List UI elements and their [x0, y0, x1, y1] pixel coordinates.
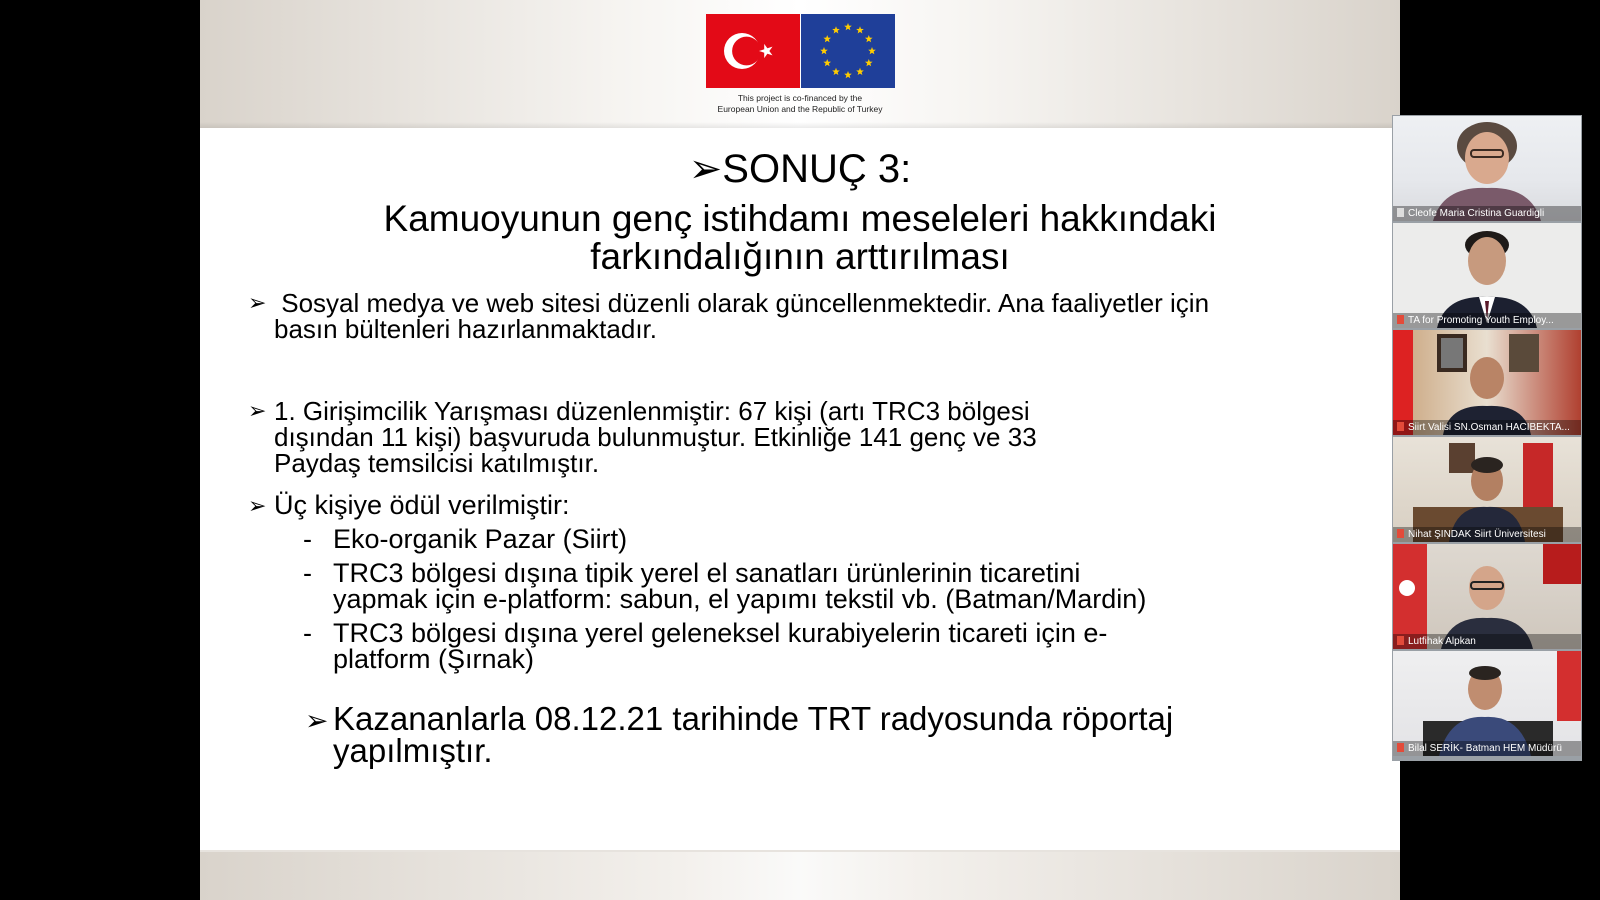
muted-mic-icon [1397, 315, 1404, 324]
eu-star-icon [865, 59, 873, 66]
award-2-line-1: TRC3 bölgesi dışına tipik yerel el sanatları ürünlerinin ticaretini [333, 558, 1081, 588]
award-1-text: Eko-organik Pazar (Siirt) [333, 524, 628, 554]
participant-name: Cleofe Maria Cristina Guardigli [1408, 208, 1545, 219]
award-2-line-2: yapmak için e-platform: sabun, el yapımı tekstil vb. (Batman/Mardin) [333, 584, 1147, 614]
muted-mic-icon [1397, 529, 1404, 538]
participant-name-label [1393, 741, 1581, 756]
eu-star-icon [823, 35, 831, 42]
bullet-4-line-2: yapılmıştır. [333, 732, 493, 769]
subtitle-line-2: farkındalığının arttırılması [590, 236, 1010, 277]
bullet-social-media [248, 288, 1334, 344]
eu-star-icon [865, 35, 873, 42]
bullet-radio-interview [305, 700, 1333, 769]
cofinance-line-2: European Union and the Republic of Turkey [717, 104, 883, 114]
slide-title-text: SONUÇ 3: [722, 147, 912, 191]
bullet-4-line-1: Kazananlarla 08.12.21 tarihinde TRT radyosunda röportaj [333, 700, 1174, 737]
slide-footer [200, 850, 1400, 900]
bullet-1-line-1: Sosyal medya ve web sitesi düzenli olarak güncellenmektedir. Ana faaliyetler için [274, 288, 1210, 318]
arrow-bullet-icon: ➢ [248, 398, 267, 423]
participant-name: Lutfihak Alpkan [1408, 636, 1476, 647]
dash-bullet: - [303, 558, 312, 588]
participant-name: Siirt Valisi SN.Osman HACIBEKTA... [1408, 422, 1570, 433]
cofinance-line-1: This project is co-financed by the [737, 93, 863, 103]
eu-star-icon [820, 47, 828, 54]
participant-name: TA for Promoting Youth Employ... [1408, 315, 1554, 326]
bullet-2-line-2: dışından 11 kişi) başvuruda bulunmuştur. Etkinliğe 141 genç ve 33 [274, 422, 1037, 452]
arrow-bullet-icon: ➢ [688, 147, 723, 191]
participant-video-panel [1392, 115, 1582, 761]
participant-tile[interactable] [1393, 223, 1581, 328]
eu-star-icon [844, 23, 852, 30]
participant-tile[interactable] [1393, 116, 1581, 221]
slide-subtitle [260, 200, 1340, 276]
bullet-awards [248, 490, 1074, 520]
participant-tile[interactable] [1393, 330, 1581, 435]
award-3-line-1: TRC3 bölgesi dışına yerel geleneksel kurabiyelerin ticareti için e- [333, 618, 1108, 648]
eu-star-icon [844, 71, 852, 78]
slide-header [200, 0, 1400, 128]
award-item-3 [303, 618, 1333, 674]
turkey-flag-icon [706, 14, 800, 88]
arrow-bullet-icon: ➢ [248, 290, 267, 315]
presentation-slide [200, 0, 1400, 900]
dash-bullet: - [303, 524, 312, 554]
bullet-competition [248, 396, 1274, 478]
award-3-line-2: platform (Şırnak) [333, 644, 535, 674]
participant-name-label [1393, 634, 1581, 649]
arrow-bullet-icon: ➢ [305, 705, 329, 736]
bullet-3-text: Üç kişiye ödül verilmiştir: [274, 490, 570, 520]
participant-name-label [1393, 313, 1581, 328]
eu-flag-icon [801, 14, 895, 88]
participant-name: Bilal SERİK- Batman HEM Müdürü [1408, 743, 1562, 754]
participant-tile[interactable] [1393, 437, 1581, 542]
muted-mic-icon [1397, 422, 1404, 431]
eu-star-icon [832, 68, 840, 75]
pin-icon [1397, 208, 1404, 217]
bullet-2-line-1: 1. Girişimcilik Yarışması düzenlenmiştir: 67 kişi (artı TRC3 bölgesi [274, 396, 1030, 426]
eu-star-icon [832, 26, 840, 33]
subtitle-line-1: Kamuoyunun genç istihdamı meseleleri hakkındaki [383, 198, 1217, 239]
bullet-1-line-2: basın bültenleri hazırlanmaktadır. [274, 314, 657, 344]
eu-star-icon [868, 47, 876, 54]
award-item-2 [303, 558, 1333, 614]
participant-tile[interactable] [1393, 544, 1581, 649]
eu-star-icon [823, 59, 831, 66]
dash-bullet: - [303, 618, 312, 648]
cofinance-note [670, 93, 930, 115]
muted-mic-icon [1397, 636, 1404, 645]
participant-name: Nihat ŞINDAK Siirt Üniversitesi [1408, 529, 1546, 540]
participant-tile[interactable] [1393, 651, 1581, 756]
participant-name-label [1393, 527, 1581, 542]
eu-star-icon [856, 26, 864, 33]
eu-star-icon [856, 68, 864, 75]
bullet-2-line-3: Paydaş temsilcisi katılmıştır. [274, 448, 600, 478]
participant-name-label [1393, 420, 1581, 435]
participant-name-label [1393, 206, 1581, 221]
arrow-bullet-icon: ➢ [248, 493, 267, 518]
muted-mic-icon [1397, 743, 1404, 752]
slide-title [200, 146, 1400, 192]
award-item-1 [303, 524, 1233, 554]
